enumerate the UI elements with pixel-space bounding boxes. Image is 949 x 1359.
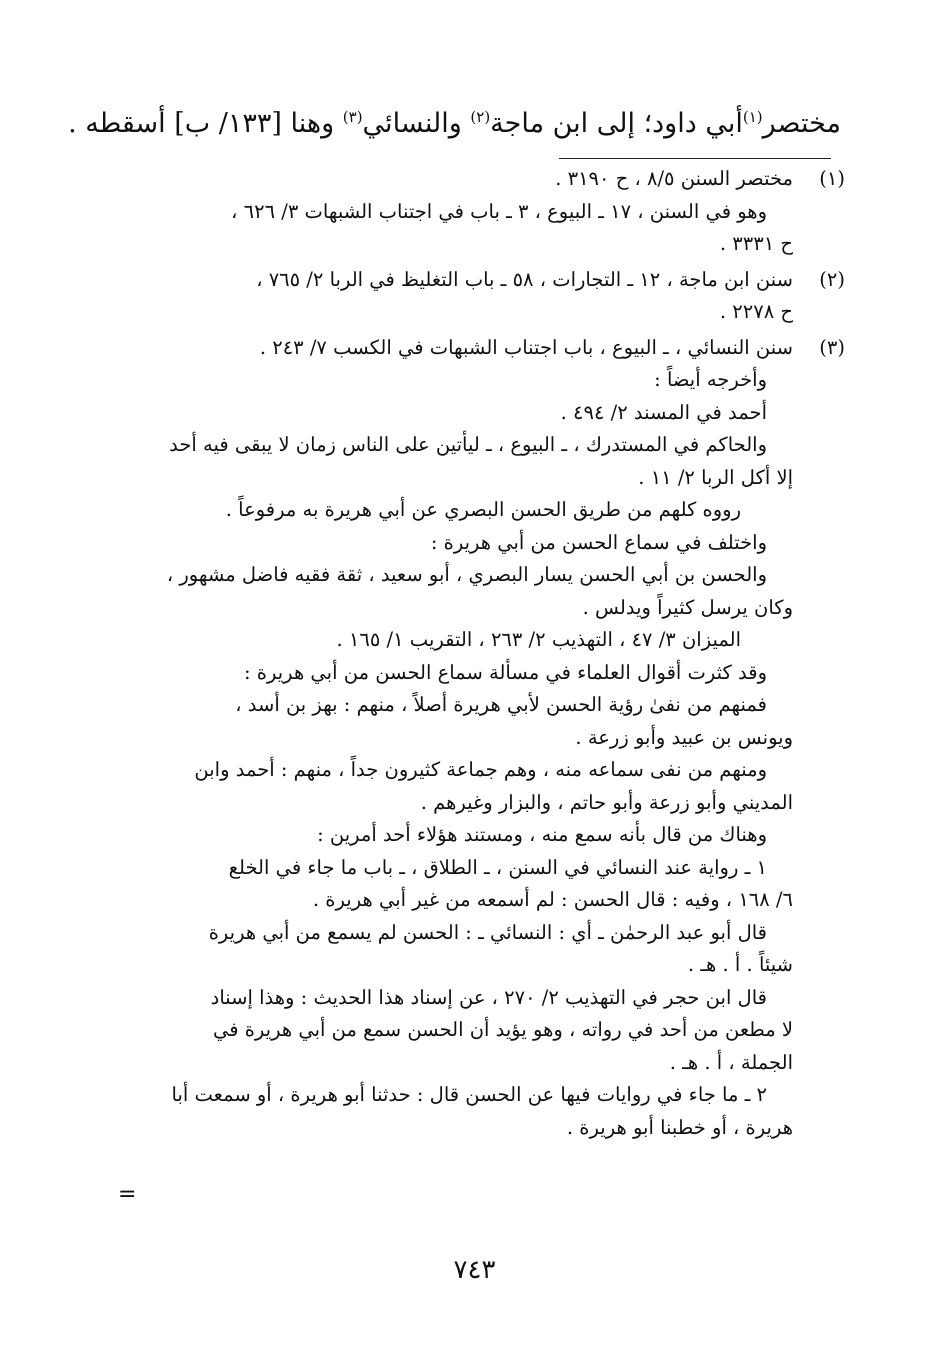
- footnote-line: الجملة ، أ . هـ .: [669, 1050, 793, 1074]
- footnote-1: [139, 163, 845, 261]
- footnote-line: المديني وأبو زرعة وأبو حاتم ، والبزار وغيرهم .: [420, 790, 793, 814]
- footnote-line: ح ٣٣٣١ .: [719, 232, 793, 255]
- footnote-line: رووه كلهم من طريق الحسن البصري عن أبي هريرة به مرفوعاً .: [225, 498, 741, 521]
- footnote-line: والحسن بن أبي الحسن يسار البصري ، أبو سعيد ، ثقة فقيه فاضل مشهور ،: [166, 563, 767, 586]
- footnote-line: فمنهم من نفىٰ رؤية الحسن لأبي هريرة أصلاً ، منهم : بهز بن أسد ،: [235, 693, 767, 716]
- footnote-line: ٢ ـ ما جاء في روايات فيها عن الحسن قال : حدثنا أبو هريرة ، أو سمعت أبا: [171, 1083, 767, 1106]
- footnote-line: ح ٢٢٧٨ .: [719, 300, 793, 323]
- footnote-line: وأخرجه أيضاً :: [654, 368, 767, 391]
- main-text-part-1: مختصر: [762, 108, 841, 139]
- footnote-line: وقد كثرت أقوال العلماء في مسألة سماع الحسن من أبي هريرة :: [244, 660, 767, 684]
- footnote-line: ٦/ ١٦٨ ، وفيه : قال الحسن : لم أسمعه من غير أبي هريرة .: [312, 888, 793, 911]
- main-text-part-2: أبي داود؛ إلى ابن ماجة: [490, 108, 743, 139]
- footnote-separator: [559, 158, 831, 159]
- footnote-line: الميزان ٣/ ٤٧ ، التهذيب ٢/ ٢٦٣ ، التقريب ١/ ١٦٥ .: [336, 628, 741, 651]
- footnote-number-3: (٣): [819, 335, 845, 359]
- footnote-3-continuation: [99, 429, 845, 1144]
- page-number: ٧٤٣: [453, 1255, 496, 1285]
- footnote-line: ومنهم من نفى سماعه منه ، وهم جماعة كثيرون جداً ، منهم : أحمد وابن: [194, 758, 767, 781]
- footnotes-section: [139, 163, 845, 1144]
- footnote-3: [139, 332, 845, 430]
- footnote-line: ويونس بن عبيد وأبو زرعة .: [575, 725, 793, 749]
- footnote-line: مختصر السنن ٨/٥ ، ح ٣١٩٠ .: [555, 167, 793, 190]
- footnote-2: [139, 264, 845, 329]
- footnote-line: وهناك من قال بأنه سمع منه ، ومستند هؤلاء أحد أمرين :: [317, 823, 767, 846]
- footnote-number-1: (١): [819, 167, 845, 190]
- footnote-line: وكان يرسل كثيراً ويدلس .: [582, 595, 793, 619]
- footnote-line: أحمد في المسند ٢/ ٤٩٤ .: [560, 400, 767, 424]
- footnote-ref-1: (١): [742, 108, 763, 126]
- footnote-line: إلا أكل الربا ٢/ ١١ .: [638, 465, 793, 489]
- footnote-line: وهو في السنن ، ١٧ ـ البيوع ، ٣ ـ باب في اجتناب الشبهات ٣/ ٦٢٦ ،: [231, 199, 767, 223]
- footnote-ref-3: (٣): [342, 108, 363, 126]
- footnote-line: هريرة ، أو خطبنا أبو هريرة .: [566, 1115, 793, 1139]
- footnote-line: قال أبو عبد الرحمٰن ـ أي : النسائي ـ : الحسن لم يسمع من أبي هريرة: [208, 920, 767, 944]
- footnote-line: سنن ابن ماجة ، ١٢ ـ التجارات ، ٥٨ ـ باب التغليظ في الربا ٢/ ٧٦٥ ،: [256, 267, 793, 291]
- continuation-mark: =: [118, 1182, 137, 1207]
- main-text-part-3: والنسائي: [362, 108, 471, 139]
- footnote-line: سنن النسائي ، ـ البيوع ، باب اجتناب الشبهات في الكسب ٧/ ٢٤٣ .: [259, 335, 793, 359]
- footnote-line: لا مطعن من أحد في رواته ، وهو يؤيد أن الحسن سمع من أبي هريرة في: [212, 1018, 793, 1041]
- footnote-line: واختلف في سماع الحسن من أبي هريرة :: [430, 530, 767, 554]
- main-text-line: [68, 103, 841, 145]
- footnote-number-2: (٢): [819, 267, 845, 291]
- main-text-part-4: وهنا [١٣٣/ ب] أسقطه .: [68, 108, 343, 139]
- footnote-ref-2: (٢): [470, 108, 491, 126]
- footnote-line: شيئاً . أ . هـ .: [687, 953, 793, 976]
- footnote-line: ١ ـ رواية عند النسائي في السنن ، ـ الطلاق ، ـ باب ما جاء في الخلع: [228, 855, 767, 879]
- footnote-line: والحاكم في المستدرك ، ـ البيوع ، ـ ليأتين على الناس زمان لا يبقى فيه أحد: [169, 433, 767, 456]
- footnote-line: قال ابن حجر في التهذيب ٢/ ٢٧٠ ، عن إسناد هذا الحديث : وهذا إسناد: [210, 985, 767, 1009]
